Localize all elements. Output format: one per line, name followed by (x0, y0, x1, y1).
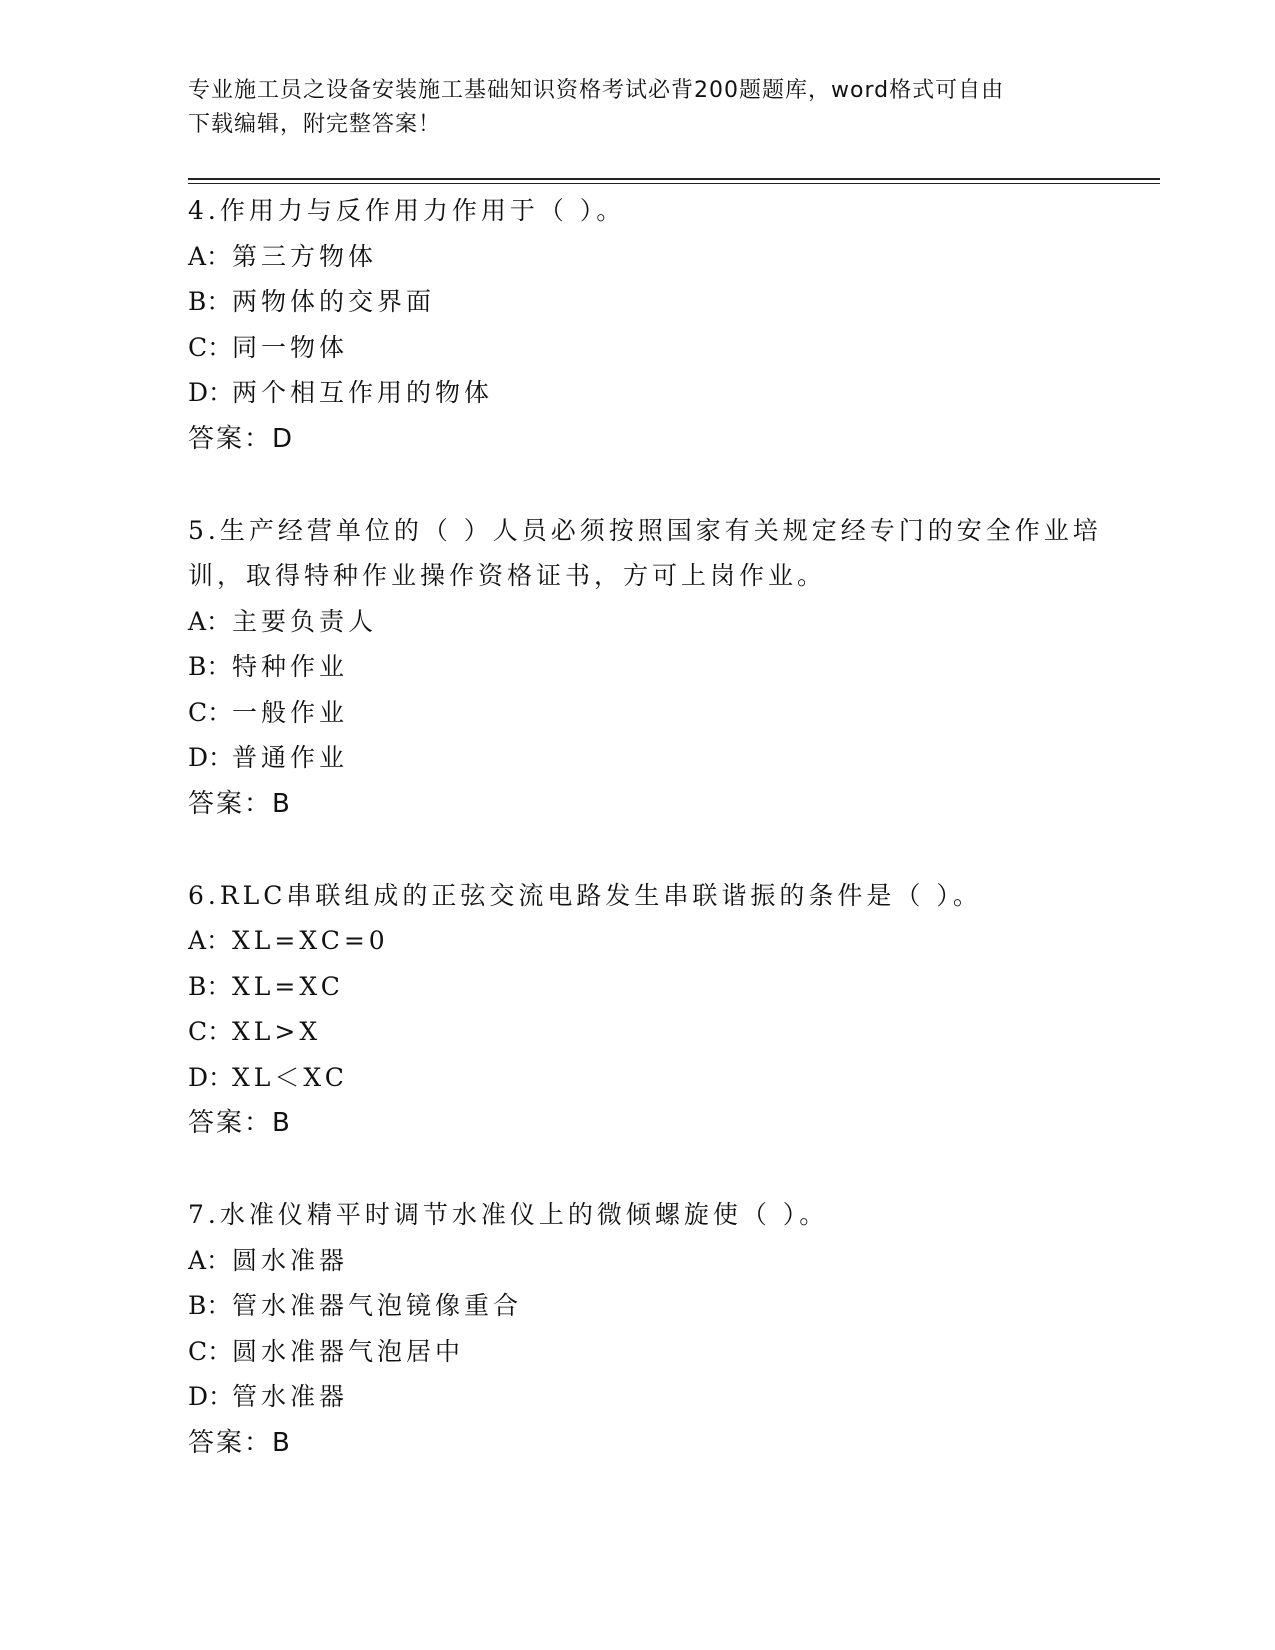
option-text: 圆水准器气泡居中 (232, 1336, 465, 1366)
option-text: XL＜XC (232, 1062, 348, 1092)
option-key: D： (188, 743, 234, 772)
option-text: 普通作业 (232, 743, 349, 772)
question-5 (188, 508, 1148, 827)
option-text: 主要负责人 (232, 606, 378, 636)
option-a (188, 918, 1148, 964)
option-b (188, 1283, 1148, 1329)
header-divider-thin (188, 183, 1160, 184)
option-b (188, 644, 1148, 690)
option-text: 圆水准器 (232, 1245, 349, 1275)
option-key: D： (188, 378, 234, 407)
option-key: B： (188, 971, 232, 1001)
option-text: 两物体的交界面 (232, 287, 436, 316)
option-key: A： (188, 241, 232, 271)
option-text: XL=XC=0 (232, 926, 389, 955)
option-text: XL=XC (232, 971, 344, 1001)
option-key: D： (188, 1062, 234, 1092)
option-c (188, 690, 1148, 736)
document-header (188, 74, 1088, 142)
question-7 (188, 1192, 1148, 1466)
option-key: A： (188, 1245, 232, 1275)
option-c (188, 1009, 1148, 1055)
option-text: 管水准器气泡镜像重合 (232, 1291, 523, 1320)
option-text: 一般作业 (232, 697, 349, 727)
option-key: C： (188, 332, 233, 362)
option-b (188, 964, 1148, 1010)
option-a (188, 599, 1148, 645)
answer-label: 答案：B (188, 1427, 292, 1458)
question-stem: 7.水准仪精平时调节水准仪上的微倾螺旋使（ ）。 (188, 1200, 829, 1229)
option-text: 两个相互作用的物体 (232, 378, 494, 407)
header-divider-thick (188, 178, 1160, 180)
question-stem: 4.作用力与反作用力作用于（ ）。 (188, 196, 626, 225)
question-4 (188, 188, 1148, 462)
option-d (188, 1374, 1148, 1420)
answer-label: 答案：B (188, 1108, 292, 1138)
answer-label: 答案：D (188, 423, 295, 454)
option-key: C： (188, 1336, 233, 1366)
option-b (188, 279, 1148, 325)
option-key: B： (188, 652, 232, 681)
option-d (188, 735, 1148, 781)
option-text: 管水准器 (232, 1382, 349, 1411)
option-key: C： (188, 697, 233, 727)
option-text: 同一物体 (232, 332, 349, 362)
option-a (188, 234, 1148, 280)
question-6 (188, 873, 1148, 1147)
option-key: D： (188, 1382, 234, 1411)
option-key: C： (188, 1017, 233, 1046)
option-text: 特种作业 (232, 652, 349, 681)
option-a (188, 1238, 1148, 1284)
question-stem: 5.生产经营单位的（ ）人员必须按照国家有关规定经专门的安全作业培训，取得特种作业操作资格证书，方可上岗作业。 (188, 515, 1102, 590)
answer-label: 答案：B (188, 788, 292, 819)
question-list (188, 188, 1148, 1512)
option-d (188, 1055, 1148, 1101)
option-d (188, 370, 1148, 416)
header-title-line-1: 专业施工员之设备安装施工基础知识资格考试必背200题题库，word格式可自由 (188, 78, 1005, 103)
header-title-line-2: 下载编辑，附完整答案！ (188, 112, 442, 137)
option-key: B： (188, 1291, 232, 1320)
question-stem: 6.RLC串联组成的正弦交流电路发生串联谐振的条件是（ ）。 (188, 880, 982, 910)
option-c (188, 1329, 1148, 1375)
option-key: B： (188, 287, 232, 316)
option-text: 第三方物体 (232, 241, 378, 271)
option-key: A： (188, 606, 232, 636)
option-text: XL>X (232, 1017, 322, 1046)
option-key: A： (188, 926, 232, 955)
option-c (188, 325, 1148, 371)
